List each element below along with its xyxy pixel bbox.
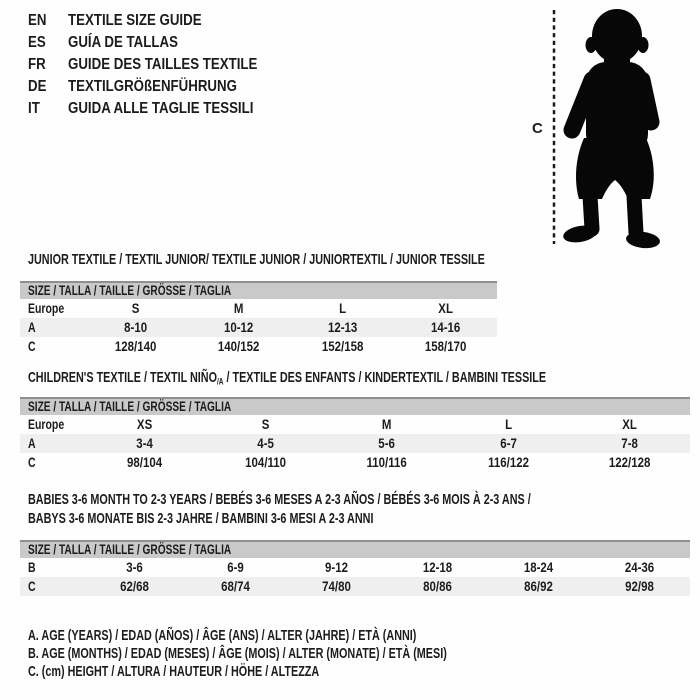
age-cell: 18-24 — [523, 559, 554, 575]
footnote-c: C. (cm) HEIGHT / ALTURA / HAUTEUR / HÖHE / ALTEZZA — [28, 663, 320, 680]
language-list — [28, 10, 296, 120]
language-title: GUIDE DES TAILLES TEXTILE — [68, 56, 258, 73]
babies-table-title — [28, 490, 700, 528]
age-cell: 3-4 — [136, 435, 153, 451]
language-row-de — [28, 76, 296, 98]
language-code-text: IT — [28, 100, 40, 117]
height-cell: 68/74 — [221, 578, 250, 594]
babies-size-table — [20, 540, 690, 596]
footnote-b: B. AGE (MONTHS) / EDAD (MESES) / ÂGE (MOIS) / ALTER (MONATE) / ETÀ (MESI) — [28, 645, 447, 662]
footnotes — [28, 627, 610, 681]
children-title-post: / TEXTILE DES ENFANTS / KINDERTEXTIL / BAMBINI TESSILE — [223, 369, 547, 386]
height-cell: 80/86 — [423, 578, 452, 594]
height-cell: 128/140 — [114, 338, 157, 354]
language-code — [28, 98, 68, 120]
size-cell: XL — [622, 416, 637, 432]
row-label-text: C — [28, 578, 36, 594]
table-row-height — [20, 337, 497, 356]
babies-title-line2: BABYS 3-6 MONATE BIS 2-3 JAHRE / BAMBINI 3-6 MESI A 2-3 ANNI — [28, 510, 374, 527]
height-cell: 116/122 — [487, 454, 529, 470]
table-row-age-months — [20, 558, 690, 577]
language-title: TEXTILE SIZE GUIDE — [68, 12, 202, 29]
language-code — [28, 10, 68, 32]
age-cell: 9-12 — [325, 559, 348, 575]
row-label-text: Europe — [28, 416, 65, 432]
language-code-text: ES — [28, 34, 46, 51]
size-cell: S — [261, 416, 270, 432]
language-code-text: EN — [28, 12, 47, 29]
age-cell: 7-8 — [621, 435, 638, 451]
age-cell: 5-6 — [378, 435, 396, 451]
row-label-text: A — [28, 435, 36, 451]
height-cell: 86/92 — [524, 578, 553, 594]
children-title-pre: CHILDREN'S TEXTILE / TEXTIL NIÑO — [28, 369, 217, 386]
age-cell: 12-18 — [422, 559, 453, 575]
language-row-en — [28, 10, 296, 32]
row-label — [20, 337, 84, 356]
children-table-title — [28, 370, 546, 390]
height-cell: 122/128 — [608, 454, 651, 470]
table-row-height — [20, 453, 690, 472]
table-row-age — [20, 318, 497, 337]
baby-silhouette — [562, 9, 661, 250]
size-cell: M — [382, 416, 392, 432]
toddler-silhouette-figure — [530, 0, 700, 250]
row-label — [20, 558, 84, 577]
row-label-text: B — [28, 559, 36, 575]
size-header-label: SIZE / TALLA / TAILLE / GRÖSSE / TAGLIA — [28, 283, 232, 298]
height-cell: 92/98 — [625, 578, 654, 594]
language-code — [28, 76, 68, 98]
language-code — [28, 54, 68, 76]
row-label-text: Europe — [28, 300, 65, 316]
junior-size-table — [20, 281, 497, 356]
babies-title-line1: BABIES 3-6 MONTH TO 2-3 YEARS / BEBÉS 3-6 MESES A 2-3 AÑOS / BÉBÉS 3-6 MOIS À 2-3 ANS / — [28, 491, 531, 508]
language-code — [28, 32, 68, 54]
height-cell: 74/80 — [322, 578, 351, 594]
size-cell: XL — [438, 300, 453, 316]
row-label — [20, 577, 84, 596]
height-cell: 62/68 — [120, 578, 149, 594]
row-label-text: A — [28, 319, 36, 335]
height-cell: 98/104 — [127, 454, 163, 470]
size-header-label: SIZE / TALLA / TAILLE / GRÖSSE / TAGLIA — [28, 542, 232, 557]
height-cell: 110/116 — [366, 454, 408, 470]
size-header-band — [20, 540, 690, 558]
size-cell: S — [131, 300, 140, 316]
size-cell: L — [338, 300, 346, 316]
age-cell: 6-7 — [499, 435, 517, 451]
row-label — [20, 415, 84, 434]
age-cell: 6-9 — [227, 559, 244, 575]
table-row-europe — [20, 299, 497, 318]
size-header-band — [20, 281, 497, 299]
children-title-subscript: /A — [216, 376, 224, 387]
language-code-text: DE — [28, 78, 47, 95]
row-label — [20, 434, 84, 453]
language-title: GUÍA DE TALLAS — [68, 34, 178, 51]
row-label — [20, 299, 84, 318]
row-label — [20, 318, 84, 337]
junior-table-title: JUNIOR TEXTILE / TEXTIL JUNIOR/ TEXTILE JUNIOR / JUNIORTEXTIL / JUNIOR TESSILE — [28, 251, 485, 268]
language-row-it — [28, 98, 296, 120]
age-cell: 8-10 — [124, 319, 148, 335]
height-measure-label: C — [532, 120, 543, 137]
height-cell: 140/152 — [218, 338, 260, 354]
row-label-text: C — [28, 454, 36, 470]
size-cell: M — [234, 300, 244, 316]
language-title: TEXTILGRÖßENFÜHRUNG — [68, 78, 237, 95]
size-header-label: SIZE / TALLA / TAILLE / GRÖSSE / TAGLIA — [28, 399, 232, 414]
size-header-band — [20, 397, 690, 415]
age-cell: 3-6 — [126, 559, 143, 575]
table-row-height — [20, 577, 690, 596]
height-cell: 158/170 — [424, 338, 467, 354]
table-row-age — [20, 434, 690, 453]
row-label — [20, 453, 84, 472]
row-label-text: C — [28, 338, 36, 354]
language-row-fr — [28, 54, 296, 76]
age-cell: 14-16 — [430, 319, 461, 335]
language-code-text: FR — [28, 56, 46, 73]
age-cell: 10-12 — [224, 319, 254, 335]
footnote-a: A. AGE (YEARS) / EDAD (AÑOS) / ÂGE (ANS) / ALTER (JAHRE) / ETÀ (ANNI) — [28, 627, 417, 644]
age-cell: 24-36 — [624, 559, 655, 575]
children-size-table — [20, 397, 690, 472]
height-cell: 152/158 — [321, 338, 363, 354]
size-cell: L — [504, 416, 512, 432]
age-cell: 12-13 — [327, 319, 357, 335]
height-cell: 104/110 — [245, 454, 287, 470]
table-row-europe — [20, 415, 690, 434]
language-title: GUIDA ALLE TAGLIE TESSILI — [68, 100, 254, 117]
size-cell: XS — [136, 416, 153, 432]
age-cell: 4-5 — [257, 435, 275, 451]
language-row-es — [28, 32, 296, 54]
